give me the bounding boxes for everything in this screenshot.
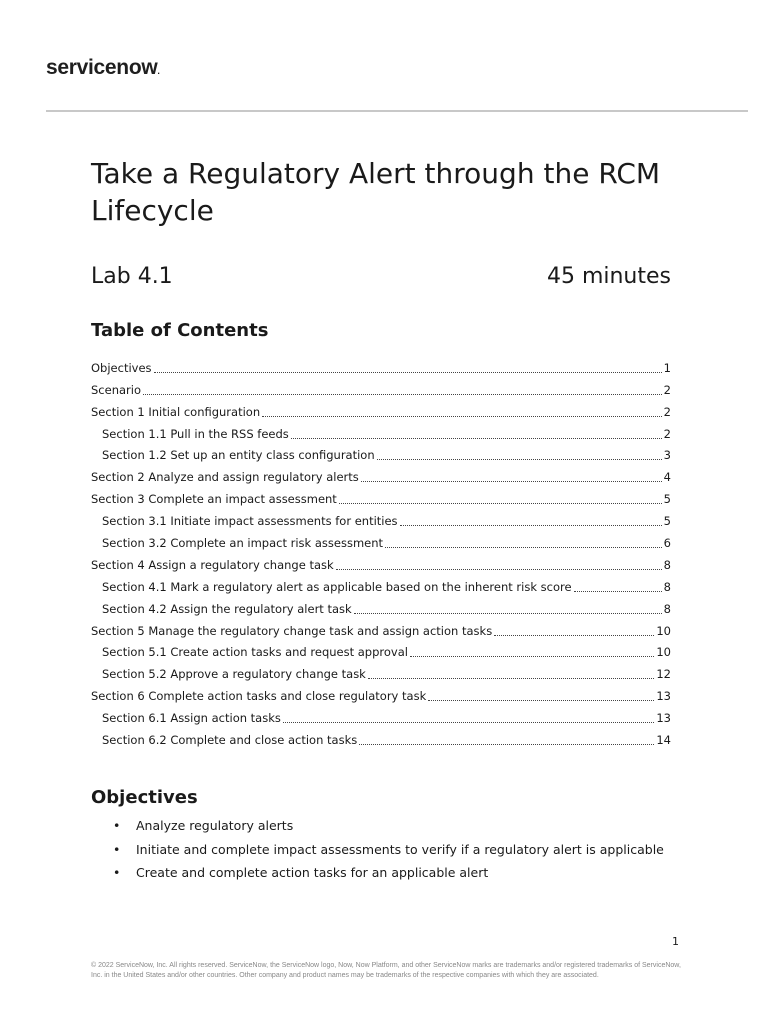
toc-entry-page: 2: [663, 382, 671, 397]
toc-dot-leader: [339, 502, 662, 504]
toc-dot-leader: [410, 655, 654, 657]
toc-dot-leader: [359, 743, 654, 745]
toc-entry[interactable]: [91, 507, 671, 529]
toc-entry[interactable]: [91, 551, 671, 573]
lab-duration: 45 minutes: [546, 264, 671, 289]
toc-dot-leader: [574, 590, 662, 592]
toc-entry-label: Section 5.2 Approve a regulatory change task: [102, 667, 366, 682]
toc-dot-leader: [377, 458, 662, 460]
lab-info: [91, 262, 671, 292]
objective-item: [91, 863, 691, 887]
objective-text: Initiate and complete impact assessments to verify if a regulatory alert is applicable: [136, 841, 664, 857]
objective-text: Create and complete action tasks for an applicable alert: [136, 865, 489, 880]
toc-dot-leader: [361, 480, 662, 482]
toc-entry-label: Section 4.2 Assign the regulatory alert task: [102, 601, 352, 616]
toc-dot-leader: [400, 524, 662, 526]
toc-entry-label: Section 4.1 Mark a regulatory alert as applicable based on the inherent risk score: [102, 579, 572, 594]
toc-entry-label: Section 1.1 Pull in the RSS feeds: [102, 426, 289, 441]
toc-entry-page: 10: [656, 623, 671, 638]
toc-entry[interactable]: [91, 726, 671, 748]
toc-dot-leader: [143, 393, 662, 395]
toc-entry[interactable]: [91, 573, 671, 595]
toc-entry[interactable]: [91, 617, 671, 639]
copyright-footer: © 2022 ServiceNow, Inc. All rights reserved. ServiceNow, the ServiceNow logo, Now, Now Platform, and other ServiceNow marks are trademarks and/or registered trademarks of ServiceNow, Inc. in the United States and/or other countries. Other company and product names may be trademarks of the respective companies with which they are associated.: [91, 962, 681, 979]
toc-entry-page: 5: [663, 514, 671, 529]
header-divider: [46, 110, 748, 112]
toc-entry[interactable]: [91, 354, 671, 376]
logo-mark: .: [157, 66, 160, 76]
toc-entry-label: Section 6.2 Complete and close action tasks: [102, 733, 358, 748]
table-of-contents: [91, 354, 671, 748]
toc-entry-page: 3: [663, 448, 671, 463]
toc-entry-page: 2: [663, 404, 671, 419]
toc-entry-page: 13: [656, 689, 671, 704]
toc-dot-leader: [368, 677, 655, 679]
toc-entry-page: 8: [663, 557, 671, 572]
toc-dot-leader: [291, 437, 662, 439]
servicenow-logo: [46, 56, 160, 80]
toc-entry-page: 1: [663, 360, 671, 375]
toc-dot-leader: [385, 546, 662, 548]
toc-entry-label: Section 4 Assign a regulatory change task: [91, 557, 334, 572]
toc-dot-leader: [428, 699, 654, 701]
toc-entry-page: 14: [656, 733, 671, 748]
toc-entry-label: Scenario: [91, 382, 141, 397]
toc-dot-leader: [354, 612, 662, 614]
toc-entry-label: Section 3 Complete an impact assessment: [91, 492, 337, 507]
toc-entry-page: 10: [656, 645, 671, 660]
objective-item: [91, 840, 691, 864]
bullet-icon: •: [113, 841, 121, 857]
toc-entry-page: 6: [663, 536, 671, 551]
toc-entry-label: Section 3.2 Complete an impact risk assessment: [102, 536, 384, 551]
toc-entry-label: Section 6.1 Assign action tasks: [102, 711, 281, 726]
toc-entry[interactable]: [91, 639, 671, 661]
objectives-heading: Objectives: [91, 787, 198, 808]
toc-entry[interactable]: [91, 529, 671, 551]
toc-dot-leader: [336, 568, 662, 570]
toc-entry[interactable]: [91, 704, 671, 726]
toc-entry-label: Section 2 Analyze and assign regulatory alerts: [91, 470, 359, 485]
toc-entry[interactable]: [91, 398, 671, 420]
toc-entry-page: 2: [663, 426, 671, 441]
toc-entry-page: 13: [656, 711, 671, 726]
lab-name: Lab 4.1: [91, 264, 173, 289]
logo-text: servicenow: [46, 56, 158, 79]
toc-entry-label: Section 5 Manage the regulatory change task and assign action tasks: [91, 623, 493, 638]
toc-entry-label: Section 1.2 Set up an entity class configuration: [102, 448, 375, 463]
toc-entry[interactable]: [91, 682, 671, 704]
objective-item: [91, 816, 691, 840]
toc-entry[interactable]: [91, 420, 671, 442]
document-title: Take a Regulatory Alert through the RCM Lifecycle: [91, 157, 661, 227]
toc-entry-label: Section 1 Initial configuration: [91, 404, 261, 419]
bullet-icon: •: [113, 865, 121, 880]
toc-entry[interactable]: [91, 485, 671, 507]
toc-entry-label: Section 3.1 Initiate impact assessments for entities: [102, 514, 398, 529]
page-number: 1: [672, 935, 679, 948]
objective-text: Analyze regulatory alerts: [136, 818, 294, 833]
objectives-list: [91, 816, 691, 887]
toc-dot-leader: [283, 721, 654, 723]
toc-heading: Table of Contents: [91, 320, 269, 341]
toc-entry[interactable]: [91, 463, 671, 485]
toc-entry-page: 8: [663, 601, 671, 616]
toc-entry[interactable]: [91, 442, 671, 464]
bullet-icon: •: [113, 818, 121, 833]
toc-dot-leader: [262, 415, 662, 417]
toc-entry-page: 8: [663, 579, 671, 594]
toc-entry-page: 12: [656, 667, 671, 682]
toc-entry-label: Objectives: [91, 360, 152, 375]
toc-entry-label: Section 6 Complete action tasks and close regulatory task: [91, 689, 427, 704]
toc-entry-page: 5: [663, 492, 671, 507]
toc-entry-page: 4: [663, 470, 671, 485]
toc-dot-leader: [154, 371, 662, 373]
toc-entry[interactable]: [91, 376, 671, 398]
toc-entry-label: Section 5.1 Create action tasks and request approval: [102, 645, 408, 660]
toc-dot-leader: [494, 634, 654, 636]
toc-entry[interactable]: [91, 660, 671, 682]
toc-entry[interactable]: [91, 595, 671, 617]
